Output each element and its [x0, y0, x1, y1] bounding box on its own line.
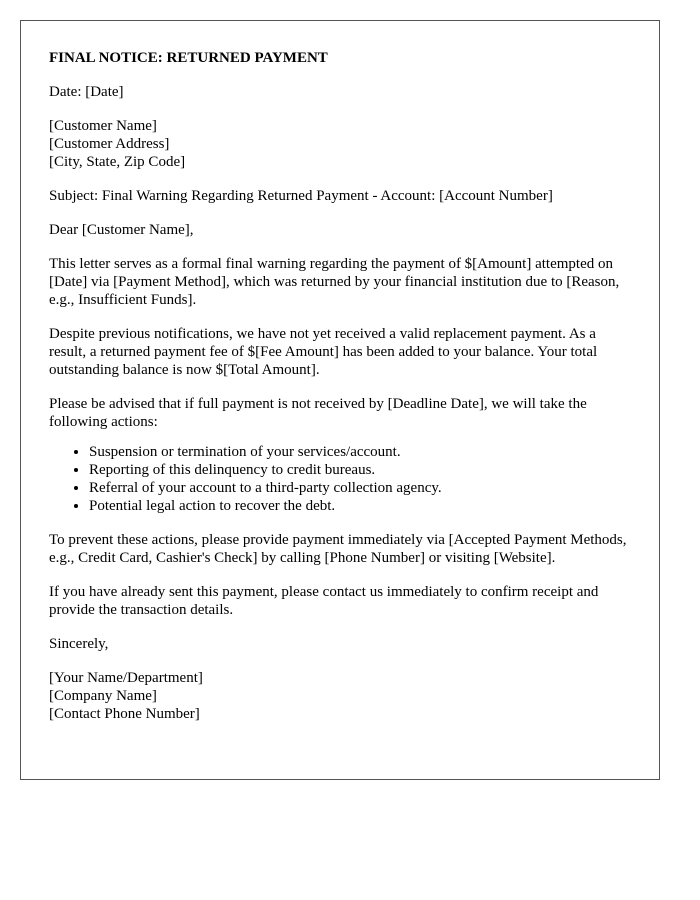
letter-closing: Sincerely,: [49, 636, 109, 652]
list-item: • Reporting of this delinquency to credit bureaus.: [89, 461, 631, 479]
letter-page: [20, 20, 660, 780]
letter-date: Date: [Date]: [49, 84, 124, 100]
body-paragraph-4: To prevent these actions, please provide payment immediately via [Accepted Payment Methods, e.g., Credit Card, Cashier's Check] by calling [Phone Number] or visiting [Website].: [49, 532, 627, 566]
body-paragraph-5: If you have already sent this payment, please contact us immediately to confirm receipt and provide the transaction details.: [49, 584, 599, 618]
list-item: • Potential legal action to recover the debt.: [89, 497, 631, 515]
body-paragraph-1: This letter serves as a formal final warning regarding the payment of $[Amount] attempted on [Date] via [Payment Method], which was returned by your financial institution due to [Reason, e.g., Insufficient Funds].: [49, 256, 620, 308]
recipient-city: [City, State, Zip Code]: [49, 154, 186, 170]
list-item: • Suspension or termination of your services/account.: [89, 443, 631, 461]
body-paragraph-3: Please be advised that if full payment is not received by [Deadline Date], we will take the following actions:: [49, 396, 587, 430]
body-paragraph-2: Despite previous notifications, we have not yet received a valid replacement payment. As a result, a returned payment fee of $[Fee Amount] has been added to your balance. Your total outstanding balance is now $[Total Amount].: [49, 326, 598, 378]
recipient-name: [Customer Name]: [49, 118, 157, 134]
letter-salutation: Dear [Customer Name],: [49, 222, 194, 238]
actions-list: [49, 443, 631, 515]
letter-title: FINAL NOTICE: RETURNED PAYMENT: [49, 50, 328, 66]
signature-name: [Your Name/Department]: [49, 670, 203, 686]
signature-block: [49, 669, 631, 723]
list-item: • Referral of your account to a third-party collection agency.: [89, 479, 631, 497]
signature-company: [Company Name]: [49, 688, 157, 704]
recipient-block: [49, 117, 631, 171]
letter-subject: Subject: Final Warning Regarding Returned Payment - Account: [Account Number]: [49, 188, 553, 204]
signature-phone: [Contact Phone Number]: [49, 706, 200, 722]
recipient-address: [Customer Address]: [49, 136, 170, 152]
